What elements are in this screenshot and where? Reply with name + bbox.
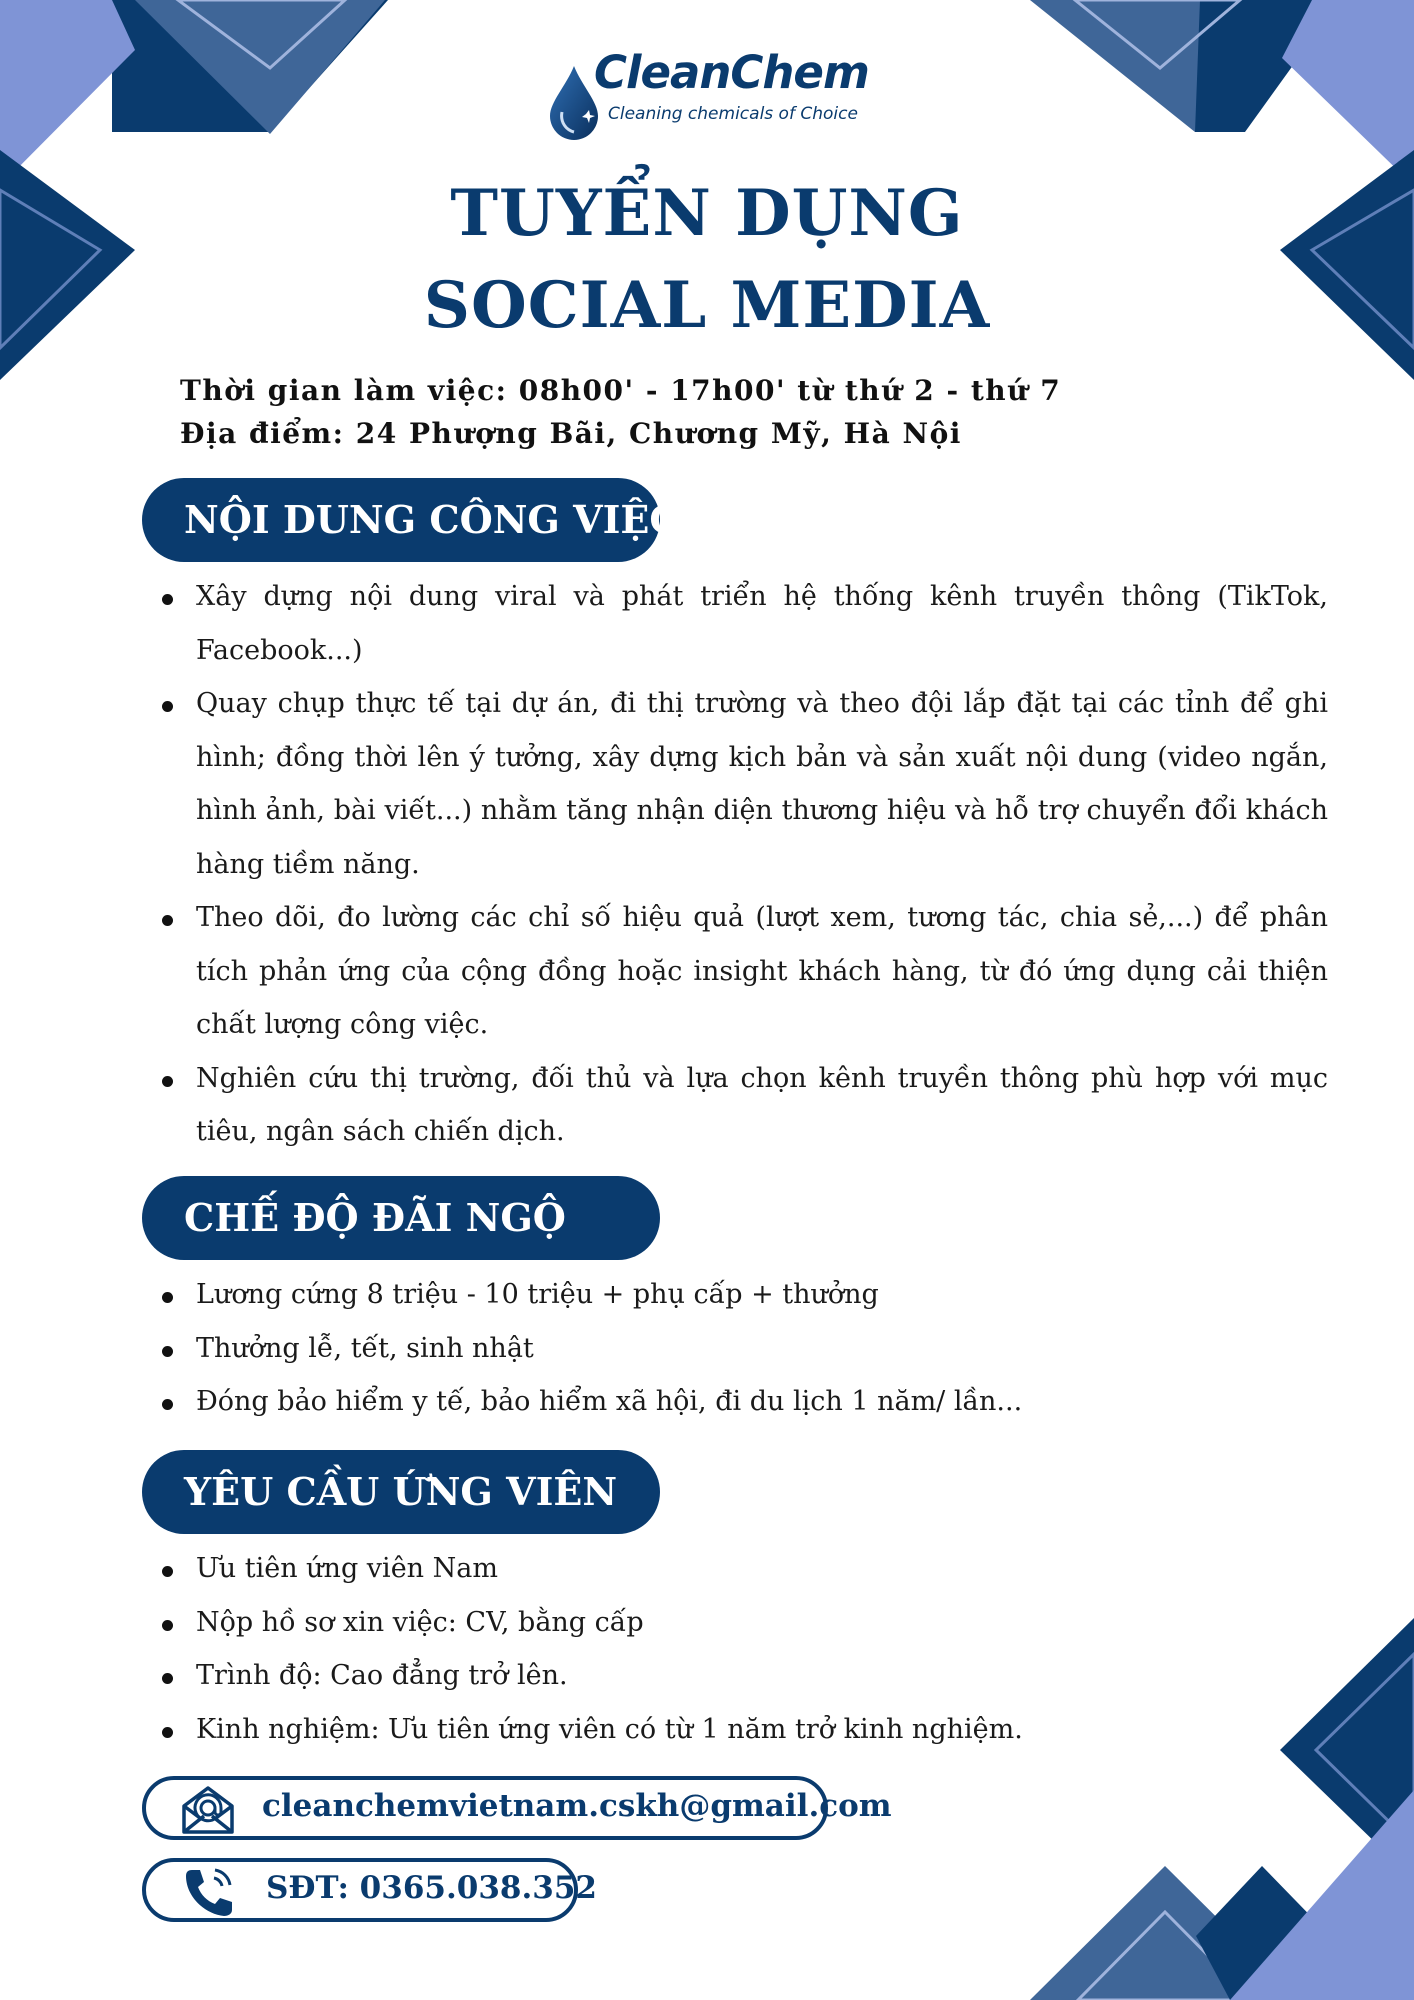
list-item: Quay chụp thực tế tại dự án, đi thị trường và theo đội lắp đặt tại các tỉnh để ghi hình; đồng thời lên ý tưởng, xây dựng kịch bản và sản xuất nội dung (video ngắn, hình ảnh, bài viết...) nhằm tăng nhận diện thương hiệu và hỗ trợ chuyển đổi khách hàng tiềm năng. xyxy=(196,677,1328,891)
work-location: Địa điểm: 24 Phượng Bãi, Chương Mỹ, Hà Nội xyxy=(180,417,962,450)
list-item: Theo dõi, đo lường các chỉ số hiệu quả (lượt xem, tương tác, chia sẻ,...) để phân tích phản ứng của cộng đồng hoặc insight khách hàng, từ đó ứng dụng cải thiện chất lượng công việc. xyxy=(196,891,1328,1052)
page-title-line-2: SOCIAL MEDIA xyxy=(423,268,991,343)
email-contact[interactable] xyxy=(142,1776,892,1840)
job-description-list xyxy=(142,570,1328,1159)
list-item: Thưởng lễ, tết, sinh nhật xyxy=(196,1322,1328,1376)
email-address: cleanchemvietnam.cskh@gmail.com xyxy=(262,1788,892,1824)
list-item: Lương cứng 8 triệu - 10 triệu + phụ cấp + thưởng xyxy=(196,1268,1328,1322)
benefits-list xyxy=(142,1268,1328,1429)
list-item: Xây dựng nội dung viral và phát triển hệ thống kênh truyền thông (TikTok, Facebook...) xyxy=(196,570,1328,677)
list-item: Ưu tiên ứng viên Nam xyxy=(196,1542,1328,1596)
list-item: Kinh nghiệm: Ưu tiên ứng viên có từ 1 năm trở kinh nghiệm. xyxy=(196,1703,1328,1757)
list-item: Đóng bảo hiểm y tế, bảo hiểm xã hội, đi du lịch 1 năm/ lần... xyxy=(196,1375,1328,1429)
phone-number: SĐT: 0365.038.352 xyxy=(266,1870,597,1906)
brand-name: CleanChem xyxy=(594,46,869,99)
section-heading-job: NỘI DUNG CÔNG VIỆC xyxy=(142,478,660,562)
brand-logo xyxy=(546,48,886,138)
requirements-list xyxy=(142,1542,1328,1756)
brand-tagline: Cleaning chemicals of Choice xyxy=(608,104,858,124)
working-hours: Thời gian làm việc: 08h00' - 17h00' từ thứ 2 - thứ 7 xyxy=(180,374,1062,407)
section-heading-requirements: YÊU CẦU ỨNG VIÊN xyxy=(142,1450,660,1534)
envelope-at-icon xyxy=(178,1784,238,1836)
phone-contact[interactable] xyxy=(142,1858,597,1922)
list-item: Trình độ: Cao đẳng trở lên. xyxy=(196,1649,1328,1703)
phone-icon xyxy=(178,1866,238,1918)
section-heading-benefits: CHẾ ĐỘ ĐÃI NGỘ xyxy=(142,1176,660,1260)
page-title-line-1: TUYỂN DỤNG xyxy=(450,176,964,251)
list-item: Nộp hồ sơ xin việc: CV, bằng cấp xyxy=(196,1596,1328,1650)
list-item: Nghiên cứu thị trường, đối thủ và lựa chọn kênh truyền thông phù hợp với mục tiêu, ngân sách chiến dịch. xyxy=(196,1052,1328,1159)
